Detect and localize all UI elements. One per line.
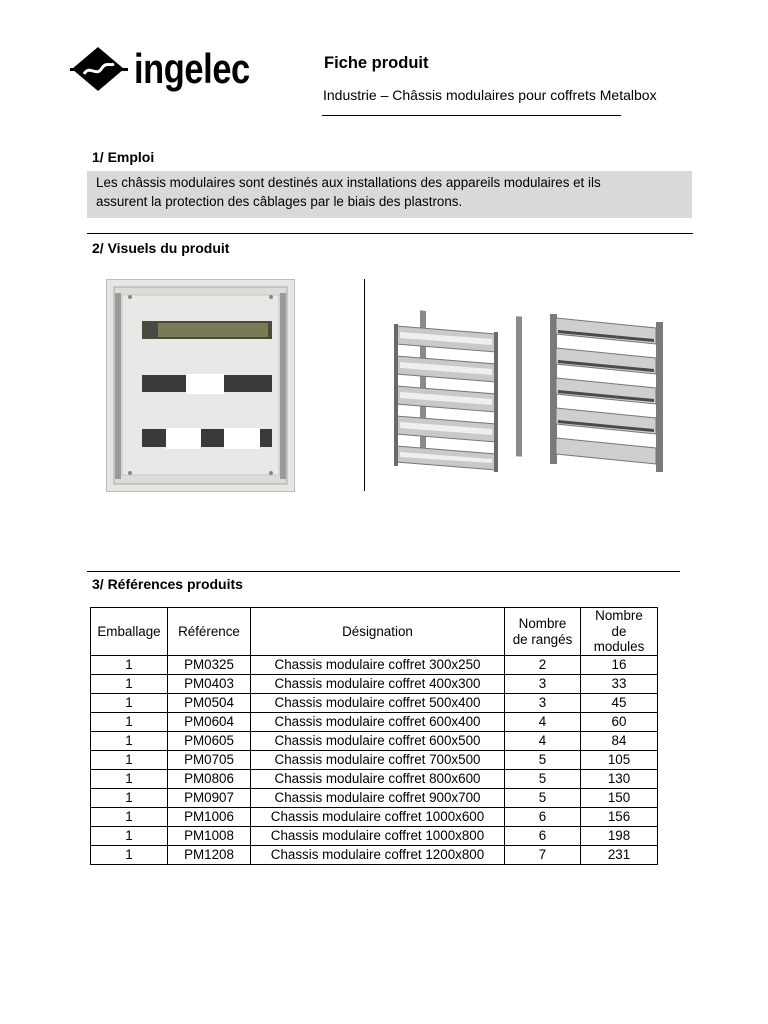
cell-modules: 150 (581, 789, 658, 808)
cell-emballage: 1 (91, 694, 168, 713)
cell-rangs: 6 (505, 827, 581, 846)
cell-rangs: 2 (505, 656, 581, 675)
cell-rangs: 5 (505, 770, 581, 789)
cell-reference: PM1006 (168, 808, 251, 827)
cell-rangs: 4 (505, 713, 581, 732)
table-row (91, 713, 658, 732)
cell-designation: Chassis modulaire coffret 500x400 (251, 694, 505, 713)
cell-emballage: 1 (91, 713, 168, 732)
col-header-nombre-ranges (505, 608, 581, 656)
cell-modules: 84 (581, 732, 658, 751)
cell-modules: 231 (581, 846, 658, 865)
header-line: de rangés (512, 631, 573, 647)
cell-designation: Chassis modulaire coffret 600x500 (251, 732, 505, 751)
emploi-description (96, 174, 686, 211)
cell-designation: Chassis modulaire coffret 900x700 (251, 789, 505, 808)
cell-modules: 198 (581, 827, 658, 846)
enclosure-product-image (106, 279, 295, 492)
table-row (91, 694, 658, 713)
cell-modules: 60 (581, 713, 658, 732)
col-header-emballage: Emballage (91, 608, 168, 656)
cell-modules: 33 (581, 675, 658, 694)
table-row (91, 770, 658, 789)
header-line: modules (593, 639, 645, 655)
table-row (91, 808, 658, 827)
cell-modules: 105 (581, 751, 658, 770)
header-line: Nombre (518, 616, 567, 631)
table-row (91, 846, 658, 865)
cell-emballage: 1 (91, 827, 168, 846)
header-line: de (611, 623, 627, 639)
header-line: Nombre (595, 608, 643, 624)
cell-emballage: 1 (91, 770, 168, 789)
cell-designation: Chassis modulaire coffret 1200x800 (251, 846, 505, 865)
cell-reference: PM0806 (168, 770, 251, 789)
header-divider (322, 115, 621, 116)
col-header-designation: Désignation (251, 608, 505, 656)
cell-designation: Chassis modulaire coffret 1000x600 (251, 808, 505, 827)
section-heading-references: 3/ Références produits (92, 576, 243, 592)
cell-reference: PM1208 (168, 846, 251, 865)
cell-emballage: 1 (91, 732, 168, 751)
table-row (91, 656, 658, 675)
cell-designation: Chassis modulaire coffret 800x600 (251, 770, 505, 789)
cell-designation: Chassis modulaire coffret 600x400 (251, 713, 505, 732)
cell-modules: 130 (581, 770, 658, 789)
cell-modules: 16 (581, 656, 658, 675)
cell-modules: 45 (581, 694, 658, 713)
cell-reference: PM1008 (168, 827, 251, 846)
cell-rangs: 3 (505, 675, 581, 694)
visuals-divider (364, 279, 365, 491)
cell-reference: PM0325 (168, 656, 251, 675)
cell-reference: PM0705 (168, 751, 251, 770)
cell-rangs: 3 (505, 694, 581, 713)
cell-reference: PM0605 (168, 732, 251, 751)
section-divider (87, 571, 680, 572)
table-row (91, 789, 658, 808)
cell-rangs: 5 (505, 751, 581, 770)
section-heading-emploi: 1/ Emploi (92, 149, 155, 165)
cell-rangs: 6 (505, 808, 581, 827)
cell-designation: Chassis modulaire coffret 300x250 (251, 656, 505, 675)
table-row (91, 827, 658, 846)
cell-designation: Chassis modulaire coffret 700x500 (251, 751, 505, 770)
cell-reference: PM0403 (168, 675, 251, 694)
col-header-nombre-modules (581, 608, 658, 656)
cell-modules: 156 (581, 808, 658, 827)
emploi-text-line-2: assurent la protection des câblages par le biais des plastrons. (96, 193, 463, 209)
chassis-frames-image (390, 302, 670, 477)
table-row (91, 751, 658, 770)
cell-emballage: 1 (91, 656, 168, 675)
references-table-body (91, 656, 658, 865)
table-row (91, 675, 658, 694)
cell-designation: Chassis modulaire coffret 1000x800 (251, 827, 505, 846)
table-row (91, 732, 658, 751)
page-subtitle: Industrie – Châssis modulaires pour coffrets Metalbox (323, 87, 657, 103)
cell-reference: PM0504 (168, 694, 251, 713)
emploi-text-line-1: Les châssis modulaires sont destinés aux installations des appareils modulaires et ils (96, 175, 601, 190)
table-header-row (91, 608, 658, 656)
cell-emballage: 1 (91, 751, 168, 770)
cell-rangs: 5 (505, 789, 581, 808)
cell-emballage: 1 (91, 789, 168, 808)
cell-emballage: 1 (91, 808, 168, 827)
section-divider (87, 233, 693, 234)
col-header-reference: Référence (168, 608, 251, 656)
cell-reference: PM0604 (168, 713, 251, 732)
cell-designation: Chassis modulaire coffret 400x300 (251, 675, 505, 694)
page-title: Fiche produit (324, 54, 429, 72)
cell-rangs: 7 (505, 846, 581, 865)
cell-emballage: 1 (91, 675, 168, 694)
cell-rangs: 4 (505, 732, 581, 751)
cell-emballage: 1 (91, 846, 168, 865)
brand-logo-text: ingelec (134, 45, 250, 92)
references-table (90, 607, 658, 865)
section-heading-visuels: 2/ Visuels du produit (92, 240, 230, 256)
cell-reference: PM0907 (168, 789, 251, 808)
